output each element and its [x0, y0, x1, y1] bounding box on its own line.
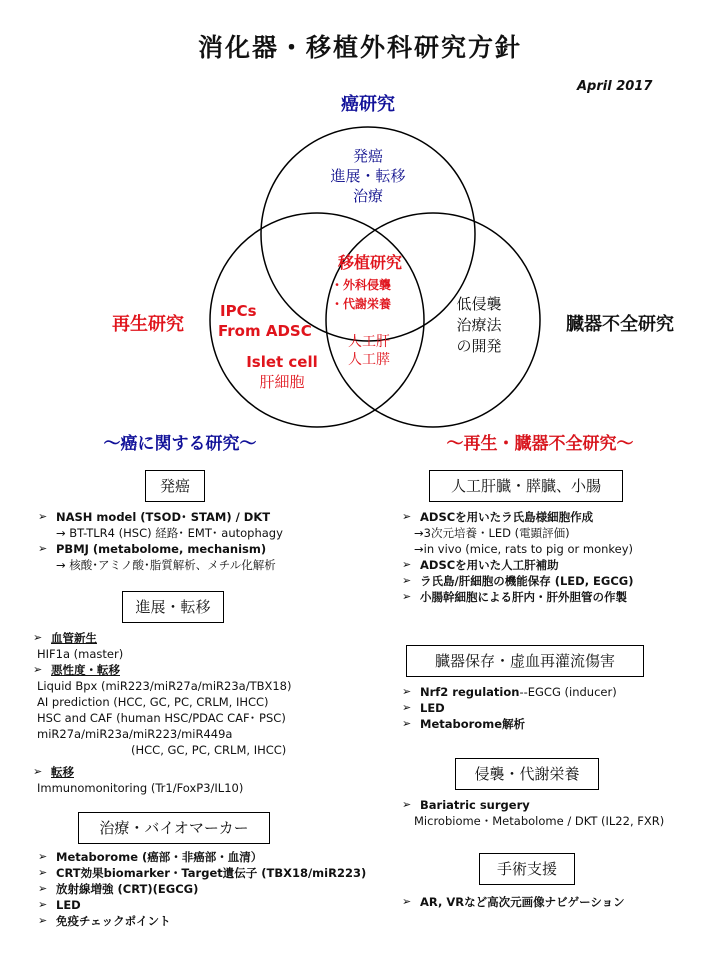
list-text: (HCC, GC, PC, CRLM, IHCC): [131, 743, 287, 757]
venn-cancer-item: 発癌: [352, 147, 383, 165]
venn-cancer-item: 治療: [352, 187, 383, 205]
section-title-treatment: 治療・バイオマーカー: [78, 812, 270, 844]
list-item: ➢ 小腸幹細胞による肝内・肝外胆管の作製: [402, 589, 634, 605]
list-subitem: →3次元培養・LED (電顕評価): [414, 526, 570, 540]
list-item: ➢ ADSCを用いたラ氏島様細胞作成: [402, 509, 634, 525]
right-column-heading: ～再生・臓器不全研究～: [446, 434, 634, 454]
page-title: 消化器・移植外科研究方針: [197, 33, 522, 62]
list-item: ➢ PBMJ (metabolome, mechanism): [38, 541, 283, 557]
list-item: ➢ CRT効果biomarker・Target遺伝子 (TBX18/miR223): [38, 865, 366, 881]
list-text: Immunomonitoring (Tr1/FoxP3/IL10): [37, 781, 244, 795]
list-item: ➢ LED: [402, 700, 617, 716]
list-item-label: 転移: [51, 765, 74, 779]
section-title-invasion-metabolism: 侵襲・代謝栄養: [455, 758, 599, 790]
list-item: ➢ AR, VRなど高次元画像ナビゲーション: [402, 894, 625, 910]
list-item: ➢ Metaborome解析: [402, 716, 617, 732]
list-text: HIF1a (master): [37, 647, 124, 661]
list-text: Microbiome・Metabolome / DKT (IL22, FXR): [414, 814, 665, 828]
list-item: [402, 684, 617, 700]
section-list-progression: [33, 630, 292, 796]
list-subitem: → 核酸･アミノ酸･脂質解析、メチル化解析: [56, 558, 276, 572]
list-item-label: 血管新生: [51, 631, 97, 645]
section-title-carcinogenesis: 発癌: [145, 470, 205, 502]
venn-organ-failure-items: [434, 294, 524, 357]
venn-organ-failure-item: 治療法: [456, 316, 502, 334]
venn-regeneration-item: Islet cell: [246, 353, 318, 371]
section-list-treatment: [38, 849, 366, 929]
section-list-invasion-metabolism: [402, 797, 664, 829]
list-item: ➢ LED: [38, 897, 366, 913]
list-text: Liquid Bpx (miR223/miR27a/miR23a/TBX18): [37, 679, 292, 693]
list-item: [33, 630, 292, 646]
venn-organ-failure-item: の開発: [456, 337, 502, 355]
list-text: AI prediction (HCC, GC, PC, CRLM, IHCC): [37, 695, 269, 709]
section-list-organ-preservation: [402, 684, 617, 732]
list-item: ➢ 免疫チェックポイント: [38, 913, 366, 929]
venn-regeneration-item: IPCs: [220, 302, 257, 320]
venn-regeneration-items-2: [237, 352, 327, 392]
venn-overlap-item: 人工肝: [348, 334, 390, 350]
section-list-artificial-organs: [402, 509, 634, 605]
section-title-artificial-organs: 人工肝臓・膵臓、小腸: [429, 470, 623, 502]
venn-regeneration-item: 肝細胞: [259, 373, 305, 391]
venn-center-item: ・外科侵襲: [331, 278, 392, 292]
list-item: [33, 662, 292, 678]
list-item: ➢ 放射線増強 (CRT)(EGCG): [38, 881, 366, 897]
section-list-carcinogenesis: [38, 509, 283, 573]
list-item: ➢ NASH model (TSOD･ STAM) / DKT: [38, 509, 283, 525]
list-subitem: →in vivo (mice, rats to pig or monkey): [414, 542, 634, 556]
list-item: ➢ ADSCを用いた人工肝補助: [402, 557, 634, 573]
venn-organ-failure-item: 低侵襲: [456, 295, 502, 313]
venn-overlap-items: [334, 333, 404, 369]
venn-regeneration-item: From ADSC: [218, 322, 312, 340]
left-column-heading: ～癌に関する研究～: [103, 434, 257, 454]
list-item: ➢ ラ氏島/肝細胞の機能保存 (LED, EGCG): [402, 573, 634, 589]
list-item-note: --EGCG (inducer): [519, 685, 617, 699]
venn-overlap-item: 人工膵: [348, 352, 390, 368]
venn-center-items: [331, 276, 391, 314]
section-title-progression: 進展・転移: [122, 591, 224, 623]
venn-cancer-item: 進展・転移: [330, 167, 406, 185]
venn-label-organ-failure: 臓器不全研究: [566, 314, 674, 335]
section-title-surgical-support: 手術支援: [479, 853, 575, 885]
list-item-label: 悪性度・転移: [51, 663, 120, 677]
list-item: ➢ Metaborome (癌部・非癌部・血清）: [38, 849, 366, 865]
venn-label-cancer: 癌研究: [341, 94, 395, 115]
section-title-organ-preservation: 臓器保存・虚血再灌流傷害: [406, 645, 644, 677]
list-item: ➢ Bariatric surgery: [402, 797, 664, 813]
date-label: April 2017: [577, 79, 653, 94]
list-item: [33, 764, 292, 780]
venn-cancer-items: [318, 146, 418, 206]
venn-label-regeneration: 再生研究: [112, 314, 184, 335]
venn-center-title: 移植研究: [337, 253, 402, 272]
venn-center-item: ・代謝栄養: [331, 297, 392, 311]
list-subitem: → BT-TLR4 (HSC) 経路･ EMT･ autophagy: [56, 526, 283, 540]
venn-regeneration-items: [218, 301, 312, 341]
list-item-label: Nrf2 regulation: [420, 685, 520, 699]
list-text: HSC and CAF (human HSC/PDAC CAF･ PSC): [37, 711, 286, 725]
list-text: miR27a/miR23a/miR223/miR449a: [37, 727, 233, 741]
section-list-surgical-support: [402, 894, 625, 910]
